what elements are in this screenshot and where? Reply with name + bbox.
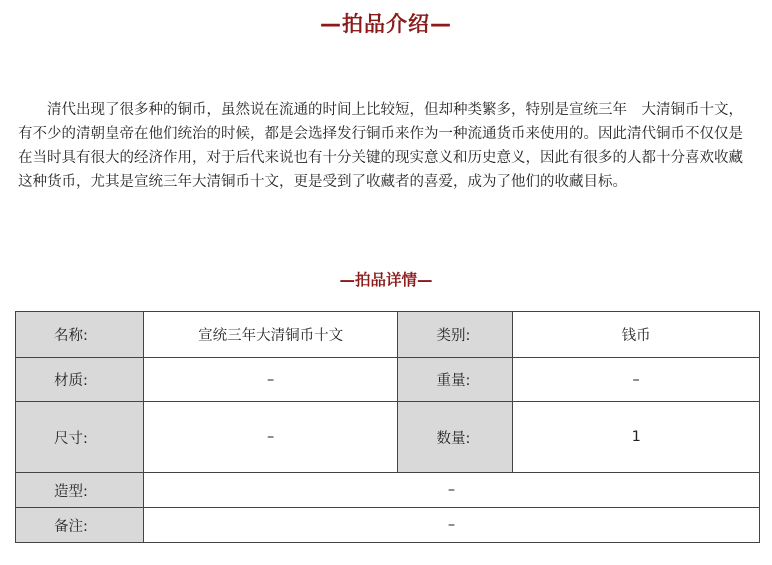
table-row bbox=[16, 508, 760, 543]
name-label: 名称: bbox=[16, 312, 144, 358]
table-row bbox=[16, 402, 760, 473]
intro-paragraph: 清代出现了很多种的铜币，虽然说在流通的时间上比较短，但却种类繁多，特别是宣统三年 大清铜币十文，有不少的清朝皇帝在他们统治的时候，都是会选择发行铜币来作为一种流通货币来使用的。因此清代铜币不仅仅是在当时具有很大的经济作用，对于后代来说也有十分关键的现实意义和历史意义，因此有很多的人都十分喜欢收藏这种货币，尤其是宣统三年大清铜币十文，更是受到了收藏者的喜爱，成为了他们的收藏目标。 bbox=[18, 102, 743, 190]
category-value: 钱币 bbox=[513, 312, 760, 358]
table-row bbox=[16, 358, 760, 402]
section-title-details: —拍品详情— bbox=[339, 271, 433, 289]
quantity-value: 1 bbox=[513, 402, 760, 473]
shape-value: – bbox=[143, 473, 759, 508]
quantity-label: 数量: bbox=[398, 402, 513, 473]
section-title-intro: —拍品介绍— bbox=[320, 12, 452, 36]
shape-label: 造型: bbox=[16, 473, 144, 508]
material-value: – bbox=[143, 358, 398, 402]
note-value: – bbox=[143, 508, 759, 543]
size-value: – bbox=[143, 402, 398, 473]
material-label: 材质: bbox=[16, 358, 144, 402]
table-row bbox=[16, 312, 760, 358]
note-label: 备注: bbox=[16, 508, 144, 543]
name-value: 宣统三年大清铜币十文 bbox=[143, 312, 398, 358]
size-label: 尺寸: bbox=[16, 402, 144, 473]
weight-value: – bbox=[513, 358, 760, 402]
table-row bbox=[16, 473, 760, 508]
details-table bbox=[15, 311, 760, 543]
category-label: 类别: bbox=[398, 312, 513, 358]
weight-label: 重量: bbox=[398, 358, 513, 402]
